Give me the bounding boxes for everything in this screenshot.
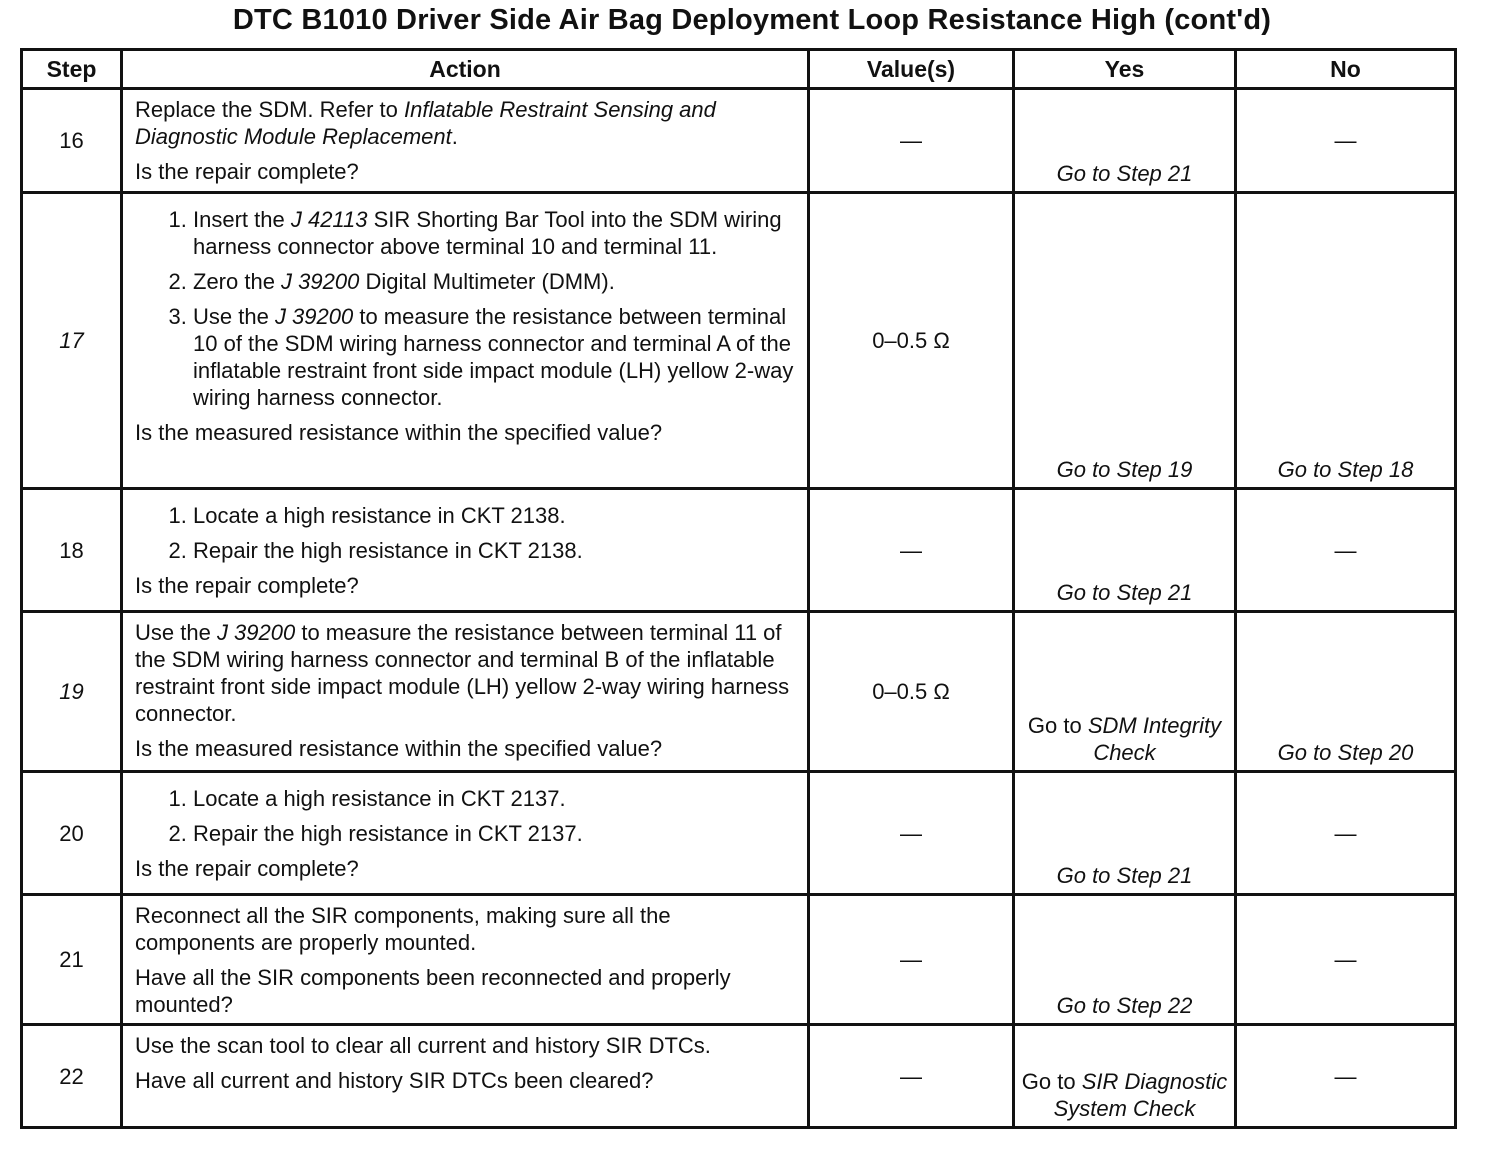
action-cell — [122, 772, 809, 895]
list-item: 2. Zero the J 39200 Digital Multimeter (DMM). — [193, 268, 795, 295]
action-question: Have all the SIR components been reconnected and properly mounted? — [135, 965, 731, 1017]
action-text: Use the J 39200 to measure the resistance between terminal 11 of the SDM wiring harness connector and terminal B of the inflatable restraint front side impact module (LH) yellow 2-way wiring harness connector. — [135, 620, 790, 726]
table-row — [22, 612, 1456, 772]
list-item: 1. Insert the J 42113 SIR Shorting Bar Tool into the SDM wiring harness connector above terminal 10 and terminal 11. — [193, 206, 795, 260]
yes-cell: Go to Step 21 — [1014, 489, 1236, 612]
header-yes: Yes — [1014, 50, 1236, 89]
table-row — [22, 772, 1456, 895]
no-cell: Go to Step 18 — [1236, 193, 1456, 489]
value-cell: — — [809, 89, 1014, 193]
header-no: No — [1236, 50, 1456, 89]
page-title: DTC B1010 Driver Side Air Bag Deployment Loop Resistance High (cont'd) — [232, 4, 1272, 36]
step-number: 21 — [22, 895, 122, 1025]
header-step: Step — [22, 50, 122, 89]
step-number: 22 — [22, 1025, 122, 1128]
no-cell: — — [1236, 489, 1456, 612]
step-number: 20 — [22, 772, 122, 895]
no-cell: — — [1236, 1025, 1456, 1128]
action-cell — [122, 1025, 809, 1128]
header-values: Value(s) — [809, 50, 1014, 89]
value-cell: — — [809, 489, 1014, 612]
table-row — [22, 489, 1456, 612]
step-number: 17 — [22, 193, 122, 489]
action-list — [135, 206, 795, 411]
value-cell: — — [809, 1025, 1014, 1128]
action-question: Is the measured resistance within the specified value? — [135, 420, 663, 445]
step-number: 16 — [22, 89, 122, 193]
action-cell — [122, 489, 809, 612]
no-cell: — — [1236, 895, 1456, 1025]
action-cell — [122, 895, 809, 1025]
yes-cell: Go to SIR Diagnostic System Check — [1014, 1025, 1236, 1128]
action-question: Is the repair complete? — [135, 856, 359, 881]
list-item: 2. Repair the high resistance in CKT 2137. — [193, 820, 795, 847]
action-cell — [122, 89, 809, 193]
yes-cell: Go to Step 22 — [1014, 895, 1236, 1025]
list-item: 1. Locate a high resistance in CKT 2137. — [193, 785, 795, 812]
action-list — [135, 502, 795, 564]
table-row — [22, 89, 1456, 193]
yes-cell: Go to Step 19 — [1014, 193, 1236, 489]
no-cell: — — [1236, 772, 1456, 895]
value-cell: 0–0.5 Ω — [809, 193, 1014, 489]
header-action: Action — [122, 50, 809, 89]
no-cell: Go to Step 20 — [1236, 612, 1456, 772]
yes-cell: Go to SDM Integrity Check — [1014, 612, 1236, 772]
step-number: 19 — [22, 612, 122, 772]
action-text: Replace the SDM. Refer to Inflatable Restraint Sensing and Diagnostic Module Replacement. — [135, 97, 716, 149]
diagnostic-table — [20, 48, 1457, 1129]
value-cell: 0–0.5 Ω — [809, 612, 1014, 772]
action-cell — [122, 612, 809, 772]
action-list — [135, 785, 795, 847]
value-cell: — — [809, 772, 1014, 895]
action-cell — [122, 193, 809, 489]
no-cell: — — [1236, 89, 1456, 193]
action-text: Use the scan tool to clear all current and history SIR DTCs. — [135, 1033, 711, 1058]
action-question: Have all current and history SIR DTCs been cleared? — [135, 1068, 654, 1093]
yes-cell: Go to Step 21 — [1014, 89, 1236, 193]
table-row — [22, 193, 1456, 489]
list-item: 3. Use the J 39200 to measure the resistance between terminal 10 of the SDM wiring harness connector and terminal A of the inflatable restraint front side impact module (LH) yellow 2-way wiring harness connector. — [193, 303, 795, 411]
action-question: Is the repair complete? — [135, 159, 359, 184]
table-row — [22, 1025, 1456, 1128]
step-number: 18 — [22, 489, 122, 612]
header-row — [22, 50, 1456, 89]
value-cell: — — [809, 895, 1014, 1025]
action-text: Reconnect all the SIR components, making sure all the components are properly mounted. — [135, 903, 671, 955]
yes-cell: Go to Step 21 — [1014, 772, 1236, 895]
action-question: Is the measured resistance within the specified value? — [135, 736, 663, 761]
list-item: 2. Repair the high resistance in CKT 2138. — [193, 537, 795, 564]
list-item: 1. Locate a high resistance in CKT 2138. — [193, 502, 795, 529]
table-row — [22, 895, 1456, 1025]
action-question: Is the repair complete? — [135, 573, 359, 598]
